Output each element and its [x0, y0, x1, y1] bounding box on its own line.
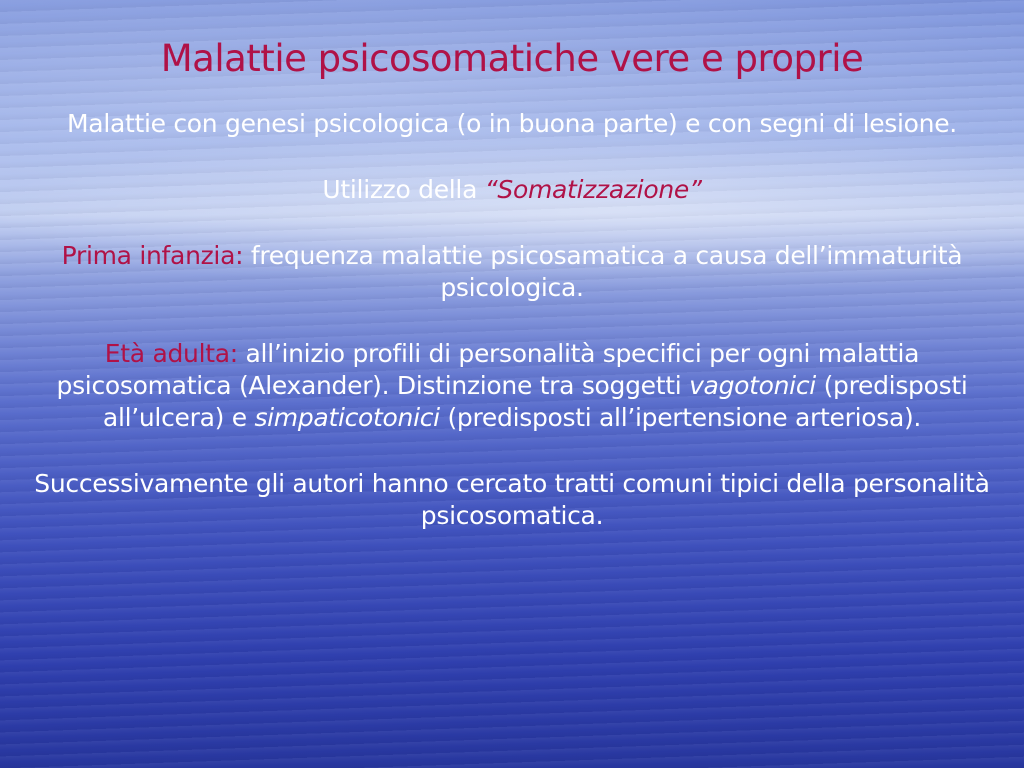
paragraph-adulthood [30, 338, 994, 434]
somatization-text: Utilizzo della [322, 175, 485, 204]
paragraph-successively: Successivamente gli autori hanno cercato tratti comuni tipici della personalità psicosomatica. [34, 469, 990, 530]
early-childhood-label: Prima infanzia: [61, 241, 244, 270]
adulthood-label: Età adulta: [104, 339, 238, 368]
slide-body [30, 108, 994, 566]
paragraph-definition: Malattie con genesi psicologica (o in buona parte) e con segni di lesione. [67, 109, 957, 138]
slide-title: Malattie psicosomatiche vere e proprie [160, 37, 864, 80]
vagotonic-term: vagotonici [689, 371, 816, 400]
paragraph-somatization [30, 174, 994, 206]
sympathicotonic-term: simpaticotonici [254, 403, 440, 432]
adulthood-text-2: (predisposti all’ulcera) e [102, 371, 968, 432]
adulthood-text-1: all’inizio profili di personalità specifici per ogni malattia psicosomatica (Alexander). Distinzione tra soggetti [56, 339, 920, 400]
adulthood-text-3: (predisposti all’ipertensione arteriosa). [439, 403, 922, 432]
somatization-term: “Somatizzazione” [484, 175, 702, 204]
early-childhood-text: frequenza malattie psicosamatica a causa dell’immaturità psicologica. [243, 241, 963, 302]
paragraph-early-childhood [30, 240, 994, 304]
